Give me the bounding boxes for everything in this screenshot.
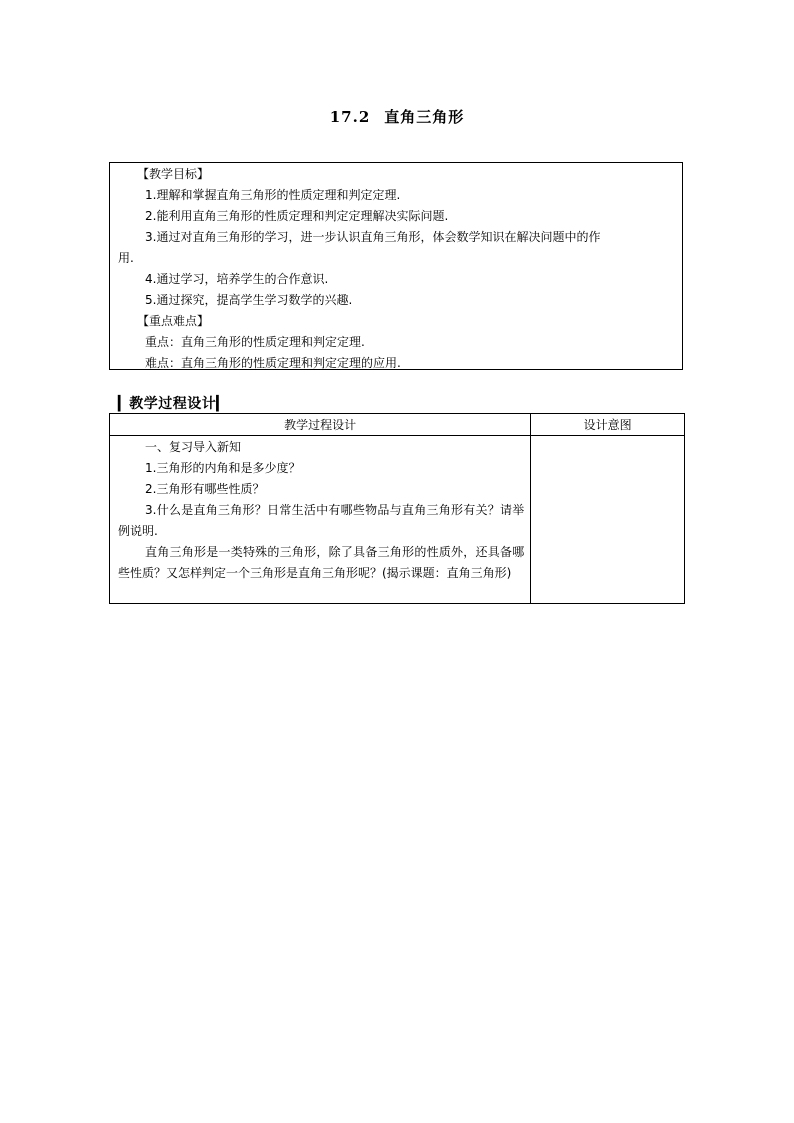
process-table xyxy=(109,413,685,604)
objective-item: 4.通过学习，培养学生的合作意识. xyxy=(145,272,329,286)
key-points-heading: 【重点难点】 xyxy=(137,314,210,328)
objective-item-continued: 用. xyxy=(118,251,134,265)
title-text: 直角三角形 xyxy=(384,108,465,126)
column-header-intent: 设计意图 xyxy=(531,414,685,436)
review-question: 3.什么是直角三角形？日常生活中有哪些物品与直角三角形有关？请举例说明. xyxy=(118,503,525,538)
objective-item: 5.通过探究，提高学生学习数学的兴趣. xyxy=(145,293,353,307)
design-intent-cell xyxy=(531,436,685,604)
objectives-heading: 【教学目标】 xyxy=(137,167,210,181)
table-row xyxy=(110,436,685,604)
table-header-row xyxy=(110,414,685,436)
lesson-intro: 直角三角形是一类特殊的三角形，除了具备三角形的性质外，还具备哪些性质？又怎样判定一个三角形是直角三角形呢？(揭示课题：直角三角形) xyxy=(118,545,525,580)
objective-item: 1.理解和掌握直角三角形的性质定理和判定定理. xyxy=(145,188,401,202)
difficult-point: 难点：直角三角形的性质定理和判定定理的应用. xyxy=(145,356,401,370)
section-number: 17.2 xyxy=(329,108,371,126)
process-section-heading: ▎教学过程设计▎ xyxy=(118,396,228,412)
objectives-box xyxy=(109,162,683,370)
objective-item: 3.通过对直角三角形的学习，进一步认识直角三角形，体会数学知识在解决问题中的作 xyxy=(145,230,601,244)
objective-item: 2.能利用直角三角形的性质定理和判定定理解决实际问题. xyxy=(145,209,449,223)
process-content-cell xyxy=(110,436,531,604)
page-title xyxy=(0,106,794,127)
review-question: 2.三角形有哪些性质？ xyxy=(145,482,265,496)
column-header-process: 教学过程设计 xyxy=(110,414,531,436)
review-question: 1.三角形的内角和是多少度？ xyxy=(145,461,301,475)
review-subheading: 一、复习导入新知 xyxy=(145,440,242,454)
key-point: 重点：直角三角形的性质定理和判定定理. xyxy=(145,335,365,349)
